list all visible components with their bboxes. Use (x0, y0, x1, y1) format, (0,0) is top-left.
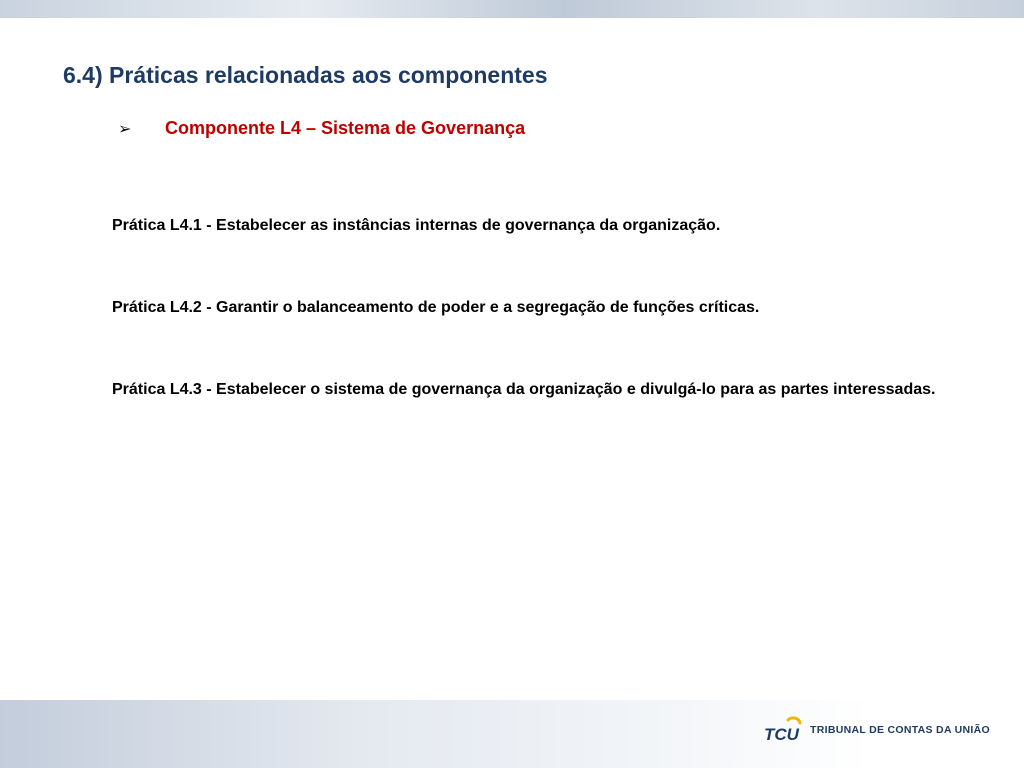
practice-l4-3: Prática L4.3 - Estabelecer o sistema de governança da organização e divulgá-lo para as partes interessadas. (112, 381, 936, 398)
svg-text:TCU: TCU (764, 725, 799, 744)
slide-title: 6.4) Práticas relacionadas aos componentes (63, 62, 548, 88)
tcu-logo-mark (764, 716, 802, 744)
tcu-logo-text: TRIBUNAL DE CONTAS DA UNIÃO (810, 724, 990, 736)
arrow-bullet-icon: ➢ (118, 119, 132, 138)
component-heading: Componente L4 – Sistema de Governança (165, 118, 526, 138)
tcu-logo (764, 716, 990, 744)
practice-l4-1: Prática L4.1 - Estabelecer as instâncias internas de governança da organização. (112, 217, 721, 234)
component-bullet (118, 118, 525, 139)
top-decorative-band (0, 0, 1024, 18)
practice-l4-2: Prática L4.2 - Garantir o balanceamento de poder e a segregação de funções críticas. (112, 299, 760, 316)
